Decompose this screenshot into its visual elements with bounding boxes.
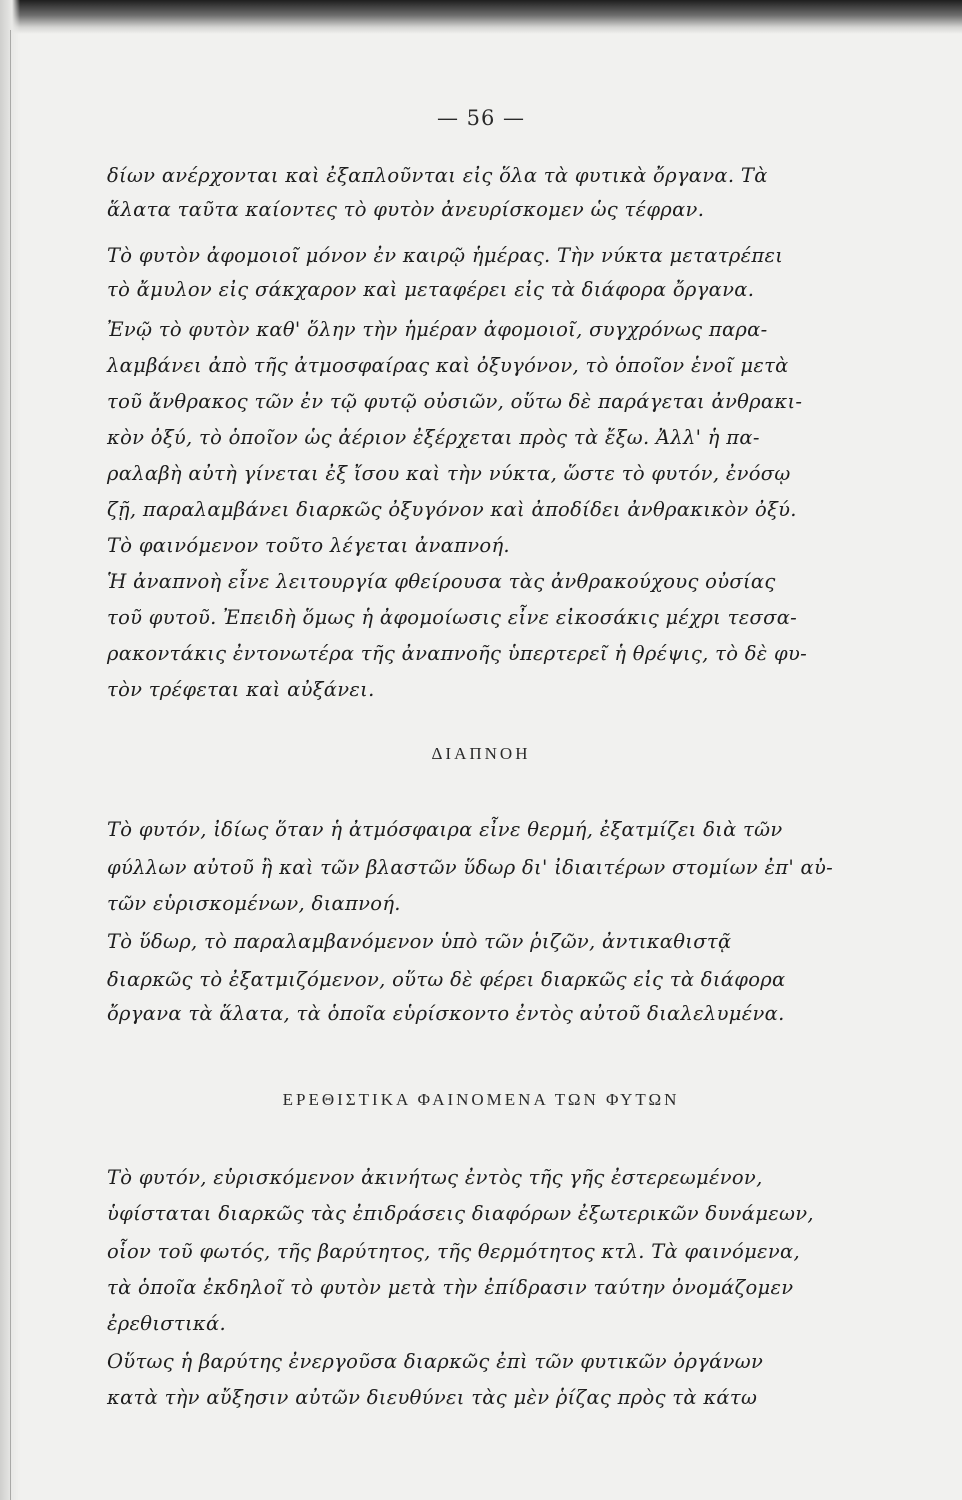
text-line: ραλαβὴ αὐτὴ γίνεται ἐξ ἴσου καὶ τὴν νύκτα, ὥστε τὸ φυτόν, ἐνόσῳ <box>107 462 791 485</box>
text-line: ρακοντάκις ἐντονωτέρα τῆς ἀναπνοῆς ὑπερτερεῖ ἡ θρέψις, τὸ δὲ φυ- <box>107 642 808 665</box>
text-line: δίων ανέρχονται καὶ ἐξαπλοῦνται εἰς ὅλα τὰ φυτικὰ ὄργανα. Τὰ <box>107 164 768 187</box>
text-line: ὑφίσταται διαρκῶς τὰς ἐπιδράσεις διαφόρων ἐξωτερικῶν δυνάμεων, <box>107 1202 814 1225</box>
text-line: Ἡ ἀναπνοὴ εἶνε λειτουργία φθείρουσα τὰς ἀνθρακούχους οὐσίας <box>107 570 776 593</box>
page-edge-line <box>10 30 11 1500</box>
scan-top-shadow <box>0 0 962 34</box>
text-line: ἐρεθιστικά. <box>107 1312 226 1335</box>
text-line: τὸ ἄμυλον εἰς σάκχαρον καὶ μεταφέρει εἰς τὰ διάφορα ὄργανα. <box>107 278 755 301</box>
text-line: Ἐνῷ τὸ φυτὸν καθ' ὅλην τὴν ἡμέραν ἀφομοιοῖ, συγχρόνως παρα- <box>107 318 768 341</box>
text-line: ὄργανα τὰ ἅλατα, τὰ ὁποῖα εὑρίσκοντο ἐντὸς αὐτοῦ διαλελυμένα. <box>107 1002 785 1025</box>
text-line: τὰ ὁποῖα ἐκδηλοῖ τὸ φυτὸν μετὰ τὴν ἐπίδρασιν ταύτην ὀνομάζομεν <box>107 1276 794 1299</box>
text-line: λαμβάνει ἀπὸ τῆς ἀτμοσφαίρας καὶ ὀξυγόνον, τὸ ὁποῖον ἑνοῖ μετὰ <box>107 354 789 377</box>
text-line: διαρκῶς τὸ ἐξατμιζόμενον, οὕτω δὲ φέρει διαρκῶς εἰς τὰ διάφορα <box>107 968 786 991</box>
text-line: κατὰ τὴν αὔξησιν αὐτῶν διευθύνει τὰς μὲν ῥίζας πρὸς τὰ κάτω <box>107 1386 758 1409</box>
text-line: τὸν τρέφεται καὶ αὐξάνει. <box>107 678 375 701</box>
text-line: οἷον τοῦ φωτός, τῆς βαρύτητος, τῆς θερμότητος κτλ. Τὰ φαινόμενα, <box>107 1240 800 1263</box>
text-line: Τὸ φυτόν, εὑρισκόμενον ἀκινήτως ἐντὸς τῆς γῆς ἐστερεωμένον, <box>107 1166 763 1189</box>
text-line: Τὸ φαινόμενον τοῦτο λέγεται ἀναπνοή. <box>107 534 510 557</box>
text-line: ἅλατα ταῦτα καίοντες τὸ φυτὸν ἀνευρίσκομεν ὡς τέφραν. <box>107 198 705 221</box>
text-line: Τὸ φυτόν, ἰδίως ὅταν ἡ ἀτμόσφαιρα εἶνε θερμή, ἐξατμίζει διὰ τῶν <box>107 818 783 841</box>
text-line: τῶν εὑρισκομένων, διαπνοή. <box>107 892 401 915</box>
text-line: κὸν ὀξύ, τὸ ὁποῖον ὡς ἀέριον ἐξέρχεται πρὸς τὰ ἔξω. Ἀλλ' ἡ πα- <box>107 426 760 449</box>
text-line: Τὸ ὕδωρ, τὸ παραλαμβανόμενον ὑπὸ τῶν ῥιζῶν, ἀντικαθιστᾷ <box>107 930 732 953</box>
page-number: — 56 — <box>436 106 526 130</box>
text-line: Τὸ φυτὸν ἀφομοιοῖ μόνον ἐν καιρῷ ἡμέρας. Τὴν νύκτα μετατρέπει <box>107 244 784 267</box>
text-line: τοῦ φυτοῦ. Ἐπειδὴ ὅμως ἡ ἀφομοίωσις εἶνε εἰκοσάκις μέχρι τεσσα- <box>107 606 798 629</box>
section-heading: ΕΡΕΘΙΣΤΙΚΑ ΦΑΙΝΟΜΕΝΑ ΤΩΝ ΦΥΤΩΝ <box>282 1090 680 1109</box>
text-line: τοῦ ἄνθρακος τῶν ἐν τῷ φυτῷ οὐσιῶν, οὕτω δὲ παράγεται ἀνθρακι- <box>107 390 803 413</box>
text-line: φύλλων αὐτοῦ ἢ καὶ τῶν βλαστῶν ὕδωρ δι' ἰδιαιτέρων στομίων ἐπ' αὐ- <box>107 856 834 879</box>
section-heading: ΔΙΑΠΝΟΗ <box>431 744 531 763</box>
text-line: Οὕτως ἡ βαρύτης ἐνεργοῦσα διαρκῶς ἐπὶ τῶν φυτικῶν ὀργάνων <box>107 1350 764 1373</box>
text-line: ζῇ, παραλαμβάνει διαρκῶς ὀξυγόνον καὶ ἀποδίδει ἀνθρακικὸν ὀξύ. <box>107 498 797 521</box>
